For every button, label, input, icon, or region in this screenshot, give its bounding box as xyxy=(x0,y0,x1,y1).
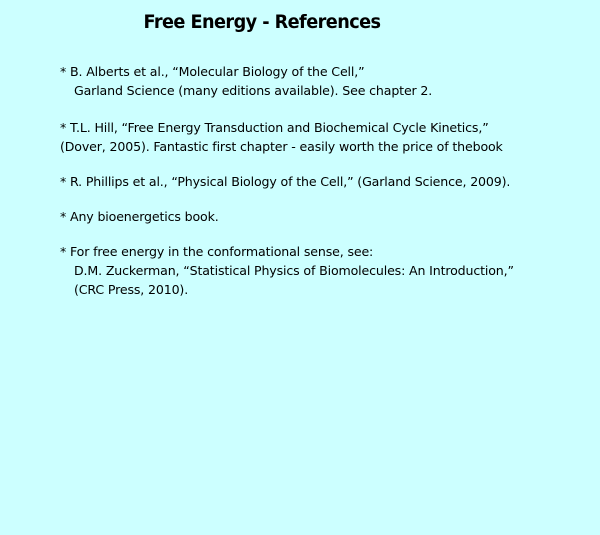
reference-line: * For free energy in the conformational sense, see: xyxy=(60,244,374,259)
page-title: Free Energy - References xyxy=(143,11,381,33)
reference-list xyxy=(60,62,600,315)
reference-item xyxy=(60,118,600,156)
reference-line: (Dover, 2005). Fantastic first chapter - easily worth the price of thebook xyxy=(60,139,503,154)
reference-line: * B. Alberts et al., “Molecular Biology of the Cell,” xyxy=(60,64,365,79)
reference-line: (CRC Press, 2010). xyxy=(74,282,189,297)
reference-line: * T.L. Hill, “Free Energy Transduction and Biochemical Cycle Kinetics,” xyxy=(60,120,489,135)
reference-item xyxy=(60,172,600,191)
reference-item xyxy=(60,242,600,299)
reference-line: * Any bioenergetics book. xyxy=(60,209,219,224)
reference-item xyxy=(60,207,600,226)
reference-line: Garland Science (many editions available). See chapter 2. xyxy=(74,83,433,98)
reference-line: D.M. Zuckerman, “Statistical Physics of Biomolecules: An Introduction,” xyxy=(74,263,514,278)
reference-item xyxy=(60,62,600,100)
reference-line: * R. Phillips et al., “Physical Biology of the Cell,” (Garland Science, 2009). xyxy=(60,174,511,189)
